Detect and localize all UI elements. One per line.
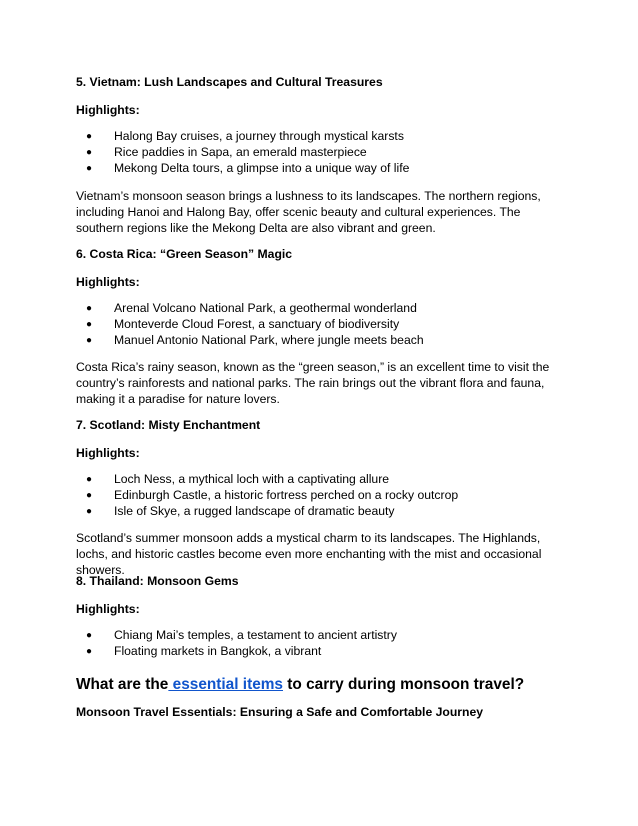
paragraph-scotland: Scotland’s summer monsoon adds a mystical charm to its landscapes. The Highlands, lochs, and historic castles become even more enchanting with the mist and occasional showers. [76, 531, 542, 577]
list-item: ● Manuel Antonio National Park, where jungle meets beach [86, 332, 424, 347]
bullet-icon: ● [86, 489, 93, 501]
highlights-label-vietnam: Highlights: [76, 103, 140, 117]
essentials-heading-after: to carry during monsoon travel? [283, 676, 525, 693]
bullet-icon: ● [86, 146, 93, 158]
paragraph-vietnam: Vietnam’s monsoon season brings a lushness to its landscapes. The northern regions, including Hanoi and Halong Bay, offer scenic beauty and cultural experiences. The southern regions like the Mekong Delta are also vibrant and green. [76, 189, 541, 235]
list-item: ● Arenal Volcano National Park, a geothermal wonderland [86, 301, 417, 315]
list-item: ● Isle of Skye, a rugged landscape of dramatic beauty [86, 503, 395, 518]
section-title-costa-rica: 6. Costa Rica: “Green Season” Magic [76, 247, 293, 261]
highlights-list-scotland [76, 472, 576, 519]
bullet-icon: ● [86, 303, 93, 314]
essentials-heading [76, 675, 524, 695]
bullet-icon: ● [86, 334, 93, 346]
essential-items-link[interactable]: essential items [168, 676, 283, 693]
list-item: ● Edinburgh Castle, a historic fortress perched on a rocky outcrop [86, 487, 459, 502]
bullet-icon: ● [86, 645, 93, 657]
bullet-icon: ● [86, 630, 93, 641]
section-title-scotland: 7. Scotland: Misty Enchantment [76, 418, 261, 432]
list-item: ● Halong Bay cruises, a journey through mystical karsts [86, 129, 404, 143]
highlights-list-vietnam [76, 129, 576, 176]
bullet-icon: ● [86, 474, 93, 485]
list-item: ● Rice paddies in Sapa, an emerald masterpiece [86, 144, 367, 159]
list-item: ● Monteverde Cloud Forest, a sanctuary of biodiversity [86, 316, 400, 331]
bullet-icon: ● [86, 318, 93, 330]
list-item: ● Floating markets in Bangkok, a vibrant [86, 643, 322, 658]
essentials-heading-before: What are the [76, 676, 169, 693]
list-item: ● Mekong Delta tours, a glimpse into a unique way of life [86, 160, 410, 175]
list-item: ● Loch Ness, a mythical loch with a captivating allure [86, 472, 390, 486]
bullet-icon: ● [86, 162, 93, 174]
highlights-list-costa-rica [76, 301, 576, 348]
bullet-icon: ● [86, 131, 93, 142]
section-title-thailand: 8. Thailand: Monsoon Gems [76, 574, 239, 588]
highlights-label-scotland: Highlights: [76, 446, 140, 460]
highlights-label-thailand: Highlights: [76, 602, 140, 616]
section-title-vietnam: 5. Vietnam: Lush Landscapes and Cultural Treasures [76, 75, 383, 89]
list-item: ● Chiang Mai’s temples, a testament to ancient artistry [86, 628, 397, 642]
bullet-icon: ● [86, 505, 93, 517]
highlights-list-thailand [76, 628, 576, 660]
highlights-label-costa-rica: Highlights: [76, 275, 140, 289]
essentials-subheading: Monsoon Travel Essentials: Ensuring a Safe and Comfortable Journey [76, 705, 484, 719]
paragraph-costa-rica: Costa Rica’s rainy season, known as the “green season,” is an excellent time to visit the country’s rainforests and national parks. The rain brings out the vibrant flora and fauna, making it a paradise for nature lovers. [76, 360, 550, 406]
